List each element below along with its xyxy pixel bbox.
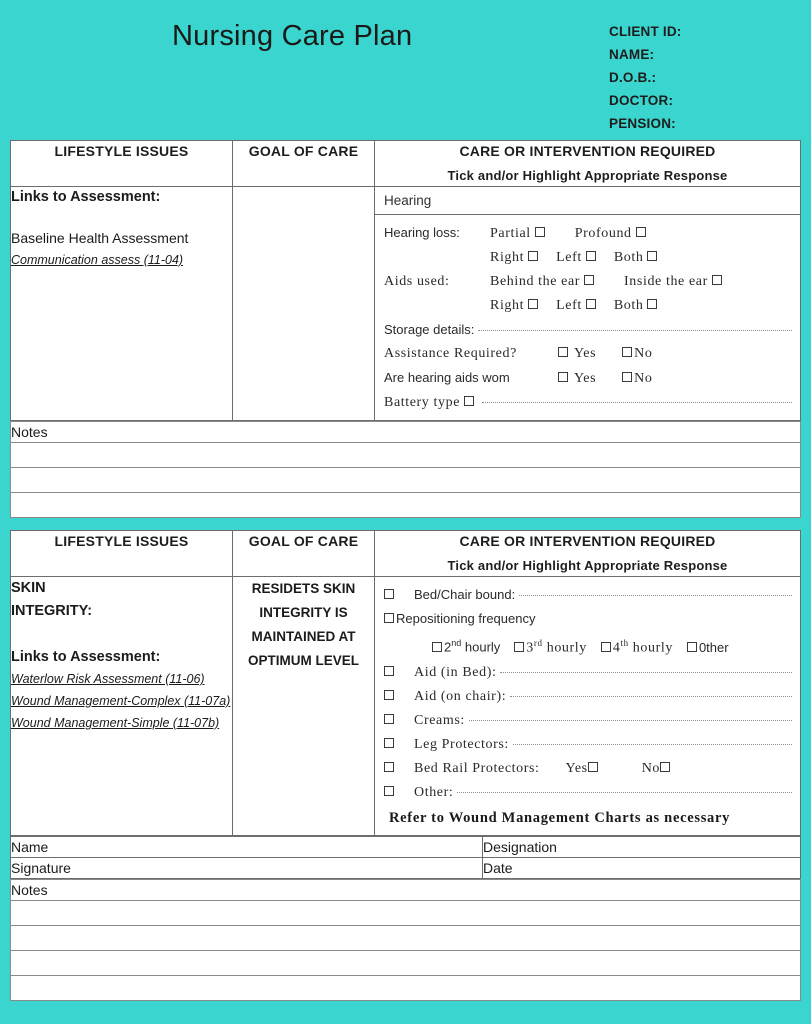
notes-blank-row[interactable] bbox=[11, 443, 801, 468]
repositioning-frequency-label: Repositioning frequency bbox=[396, 611, 536, 626]
freq-4th-label: 4th hourly bbox=[612, 638, 673, 656]
hearing-loss-partial-label: Partial bbox=[490, 226, 531, 241]
storage-details-row bbox=[384, 318, 792, 342]
aids-used-row bbox=[384, 270, 792, 294]
checkbox-bed-chair-bound[interactable] bbox=[384, 589, 394, 599]
checkbox-leg-protectors[interactable] bbox=[384, 738, 394, 748]
checkbox-hearing-loss-profound[interactable] bbox=[636, 227, 646, 237]
column-header-care-intervention bbox=[375, 141, 801, 187]
hearing-loss-label: Hearing loss: bbox=[384, 225, 460, 240]
skin-integrity-section-table bbox=[10, 530, 801, 836]
checkbox-bed-rail-no[interactable] bbox=[660, 762, 670, 772]
aids-side-row bbox=[384, 294, 792, 318]
skin-goal-line-1: RESIDETS SKIN bbox=[251, 581, 356, 596]
assistance-no-label: No bbox=[634, 346, 653, 361]
checkbox-bed-rail-protectors[interactable] bbox=[384, 762, 394, 772]
checkbox-freq-3rd-hourly[interactable] bbox=[514, 642, 524, 652]
aid-in-bed-input[interactable] bbox=[500, 672, 792, 673]
bed-chair-bound-row bbox=[384, 583, 792, 607]
checkbox-aids-left[interactable] bbox=[586, 299, 596, 309]
aids-worn-no-label: No bbox=[634, 371, 653, 386]
notes-table-two bbox=[10, 879, 801, 1001]
notes-two-label: Notes bbox=[11, 879, 801, 900]
skin-goal-line-2: INTEGRITY IS bbox=[259, 605, 348, 620]
signoff-table bbox=[10, 836, 801, 879]
checkbox-hearing-loss-partial[interactable] bbox=[535, 227, 545, 237]
checkbox-creams[interactable] bbox=[384, 714, 394, 724]
care-header-main-2: CARE OR INTERVENTION REQUIRED bbox=[459, 533, 716, 549]
skin-heading-line-2: INTEGRITY: bbox=[11, 603, 93, 619]
checkbox-aid-on-chair[interactable] bbox=[384, 690, 394, 700]
freq-3rd-label: 3rd hourly bbox=[526, 638, 587, 656]
column-header-lifestyle-issues-2: LIFESTYLE ISSUES bbox=[11, 531, 233, 577]
notes-blank-row[interactable] bbox=[11, 925, 801, 950]
refer-wound-management-note: Refer to Wound Management Charts as necessary bbox=[389, 809, 731, 826]
creams-row bbox=[384, 709, 792, 733]
hearing-baseline-assessment: Baseline Health Assessment bbox=[11, 230, 189, 246]
checkbox-bed-rail-yes[interactable] bbox=[588, 762, 598, 772]
hearing-content-row bbox=[11, 187, 801, 421]
hearing-care-cell bbox=[375, 187, 801, 421]
hearing-loss-profound-label: Profound bbox=[574, 226, 632, 241]
notes-label-row bbox=[11, 422, 801, 443]
notes-two-line-3[interactable] bbox=[11, 950, 801, 975]
battery-type-row bbox=[384, 391, 792, 415]
checkbox-freq-2nd-hourly[interactable] bbox=[432, 642, 442, 652]
checkbox-assistance-no[interactable] bbox=[622, 347, 632, 357]
checkbox-aids-both[interactable] bbox=[647, 299, 657, 309]
aid-on-chair-label: Aid (on chair): bbox=[414, 688, 507, 704]
aid-in-bed-row bbox=[384, 661, 792, 685]
column-header-goal-of-care-2: GOAL OF CARE bbox=[233, 531, 375, 577]
client-field-pension[interactable]: PENSION: bbox=[609, 116, 676, 131]
checkbox-battery-type[interactable] bbox=[464, 396, 474, 406]
hearing-aids-worn-label: Are hearing aids wom bbox=[384, 370, 510, 385]
checkbox-aids-behind-ear[interactable] bbox=[584, 275, 594, 285]
notes-blank-row[interactable] bbox=[11, 950, 801, 975]
checkbox-aids-inside-ear[interactable] bbox=[712, 275, 722, 285]
hearing-loss-left-label: Left bbox=[556, 250, 582, 265]
bed-rail-no-label: No bbox=[641, 760, 661, 776]
checkbox-assistance-yes[interactable] bbox=[558, 347, 568, 357]
client-field-doctor[interactable]: DOCTOR: bbox=[609, 93, 674, 108]
battery-type-input[interactable] bbox=[482, 402, 792, 403]
signoff-signature-row bbox=[11, 857, 801, 878]
leg-protectors-row bbox=[384, 733, 792, 757]
skin-other-row bbox=[384, 781, 792, 805]
skin-other-input[interactable] bbox=[457, 792, 792, 793]
notes-one-line-2[interactable] bbox=[11, 468, 801, 493]
signoff-name-label[interactable]: Name bbox=[11, 836, 483, 857]
storage-details-label: Storage details: bbox=[384, 322, 475, 337]
aids-worn-yes-label: Yes bbox=[574, 371, 597, 386]
checkbox-hearing-loss-both[interactable] bbox=[647, 251, 657, 261]
skin-heading-line-1: SKIN bbox=[11, 580, 46, 596]
skin-goal-line-4: OPTIMUM LEVEL bbox=[248, 653, 359, 668]
care-header-sub-2: Tick and/or Highlight Appropriate Response bbox=[447, 558, 728, 573]
hearing-loss-right-label: Right bbox=[490, 250, 525, 265]
hearing-options-body bbox=[375, 215, 800, 420]
column-header-goal-of-care: GOAL OF CARE bbox=[233, 141, 375, 187]
hearing-loss-both-label: Both bbox=[613, 250, 644, 265]
repositioning-options-row bbox=[384, 631, 792, 661]
aids-used-label: Aids used: bbox=[384, 274, 450, 289]
signoff-designation-label[interactable]: Designation bbox=[483, 836, 801, 857]
skin-goal-cell bbox=[233, 577, 375, 836]
freq-2nd-label: 2nd hourly bbox=[444, 638, 501, 655]
client-field-dob[interactable]: D.O.B.: bbox=[609, 70, 657, 85]
aids-both-label: Both bbox=[613, 298, 644, 313]
checkbox-aid-in-bed[interactable] bbox=[384, 666, 394, 676]
table-header-row bbox=[11, 531, 801, 577]
freq-other-label: 0ther bbox=[698, 639, 729, 655]
notes-one-label: Notes bbox=[11, 422, 801, 443]
bed-rail-yes-label: Yes bbox=[565, 760, 588, 776]
notes-one-line-1[interactable] bbox=[11, 443, 801, 468]
hearing-goal-cell[interactable] bbox=[233, 187, 375, 421]
aids-right-label: Right bbox=[490, 298, 525, 313]
notes-blank-row[interactable] bbox=[11, 975, 801, 1000]
signoff-date-label[interactable]: Date bbox=[483, 857, 801, 878]
checkbox-freq-4th-hourly[interactable] bbox=[601, 642, 611, 652]
skin-content-row bbox=[11, 577, 801, 836]
skin-assessment-link-wound-complex[interactable]: Wound Management-Complex (11-07a) bbox=[11, 694, 231, 708]
notes-two-line-1[interactable] bbox=[11, 900, 801, 925]
aids-left-label: Left bbox=[556, 298, 582, 313]
hearing-links-heading: Links to Assessment: bbox=[11, 189, 161, 205]
client-field-name[interactable]: NAME: bbox=[609, 47, 655, 62]
form-sheet bbox=[10, 140, 801, 1014]
notes-two-line-4[interactable] bbox=[11, 975, 801, 1000]
care-header-sub: Tick and/or Highlight Appropriate Response bbox=[447, 168, 728, 183]
page-header-banner bbox=[0, 0, 811, 140]
hearing-sub-header: Hearing bbox=[375, 187, 800, 215]
skin-assessment-link-waterlow[interactable]: Waterlow Risk Assessment (11-06) bbox=[11, 672, 205, 686]
column-header-lifestyle-issues: LIFESTYLE ISSUES bbox=[11, 141, 233, 187]
assistance-yes-label: Yes bbox=[574, 346, 597, 361]
hearing-loss-side-row bbox=[384, 246, 792, 270]
checkbox-repositioning-frequency[interactable] bbox=[384, 613, 394, 623]
client-field-client-id[interactable]: CLIENT ID: bbox=[609, 24, 682, 39]
checkbox-hearing-loss-left[interactable] bbox=[586, 251, 596, 261]
hearing-section-table bbox=[10, 140, 801, 421]
checkbox-skin-other[interactable] bbox=[384, 786, 394, 796]
aid-on-chair-row bbox=[384, 685, 792, 709]
checkbox-aids-worn-yes[interactable] bbox=[558, 372, 568, 382]
checkbox-freq-other[interactable] bbox=[687, 642, 697, 652]
signoff-name-row bbox=[11, 836, 801, 857]
hearing-loss-row bbox=[384, 221, 792, 246]
skin-other-label: Other: bbox=[414, 784, 454, 800]
bed-rail-protectors-row bbox=[384, 757, 792, 781]
section-spacer bbox=[10, 518, 801, 530]
client-info-fields bbox=[609, 24, 682, 131]
checkbox-aids-worn-no[interactable] bbox=[622, 372, 632, 382]
signoff-signature-label[interactable]: Signature bbox=[11, 857, 483, 878]
notes-label-row bbox=[11, 879, 801, 900]
hearing-aids-worn-row bbox=[384, 366, 792, 391]
care-header-main: CARE OR INTERVENTION REQUIRED bbox=[459, 143, 716, 159]
skin-goal-line-3: MAINTAINED AT bbox=[251, 629, 356, 644]
assistance-required-label: Assistance Required? bbox=[384, 346, 517, 361]
skin-links-heading: Links to Assessment: bbox=[11, 649, 161, 665]
storage-details-input[interactable] bbox=[478, 330, 792, 331]
repositioning-frequency-row bbox=[384, 607, 792, 631]
bed-rail-protectors-label: Bed Rail Protectors: bbox=[414, 760, 540, 776]
battery-type-label: Battery type bbox=[384, 395, 461, 410]
hearing-lifestyle-cell bbox=[11, 187, 233, 421]
notes-blank-row[interactable] bbox=[11, 900, 801, 925]
leg-protectors-label: Leg Protectors: bbox=[414, 736, 509, 752]
creams-input[interactable] bbox=[469, 720, 792, 721]
bed-chair-bound-input[interactable] bbox=[519, 595, 792, 596]
aid-in-bed-label: Aid (in Bed): bbox=[414, 664, 497, 680]
notes-table-one bbox=[10, 421, 801, 518]
assistance-required-row bbox=[384, 342, 792, 366]
table-header-row bbox=[11, 141, 801, 187]
creams-label: Creams: bbox=[414, 712, 465, 728]
aid-on-chair-input[interactable] bbox=[510, 696, 792, 697]
notes-blank-row[interactable] bbox=[11, 493, 801, 518]
notes-two-line-2[interactable] bbox=[11, 925, 801, 950]
aids-inside-ear-label: Inside the ear bbox=[624, 274, 708, 289]
aids-behind-ear-label: Behind the ear bbox=[490, 274, 581, 289]
hearing-assessment-link-communication[interactable]: Communication assess (11-04) bbox=[11, 253, 184, 267]
skin-assessment-link-wound-simple[interactable]: Wound Management-Simple (11-07b) bbox=[11, 716, 220, 730]
checkbox-hearing-loss-right[interactable] bbox=[528, 251, 538, 261]
checkbox-aids-right[interactable] bbox=[528, 299, 538, 309]
column-header-care-intervention-2 bbox=[375, 531, 801, 577]
skin-lifestyle-cell bbox=[11, 577, 233, 836]
skin-options-body bbox=[375, 577, 800, 835]
page-title: Nursing Care Plan bbox=[172, 20, 413, 52]
notes-one-line-3[interactable] bbox=[11, 493, 801, 518]
notes-blank-row[interactable] bbox=[11, 468, 801, 493]
skin-care-cell bbox=[375, 577, 801, 836]
bed-chair-bound-label: Bed/Chair bound: bbox=[414, 587, 516, 602]
leg-protectors-input[interactable] bbox=[513, 744, 792, 745]
